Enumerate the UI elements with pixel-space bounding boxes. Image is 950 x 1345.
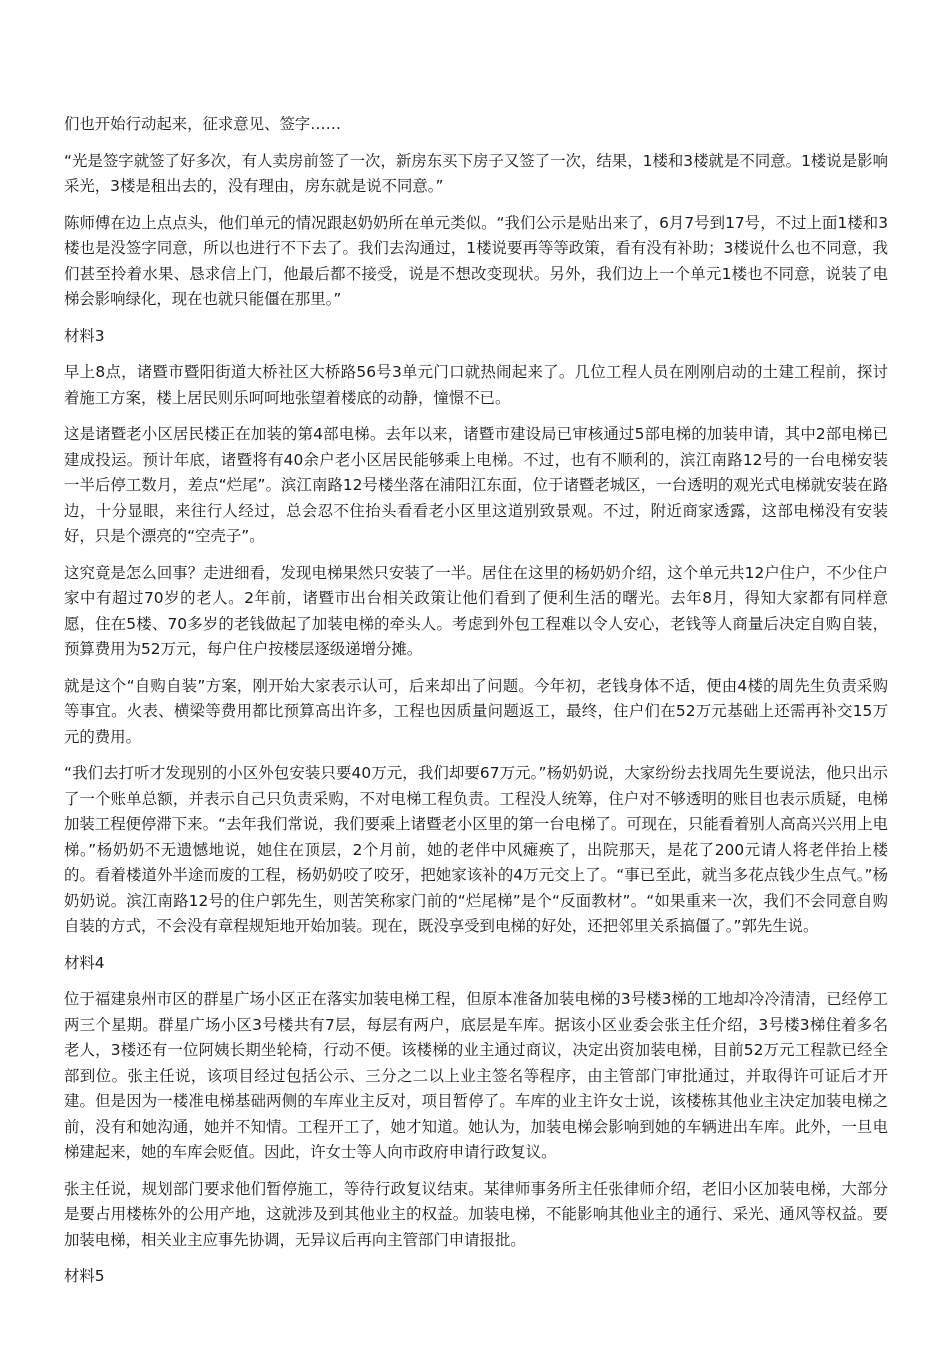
paragraph-self-purchase-plan: 就是这个“自购自装”方案，刚开始大家表示认可，后来却出了问题。今年初，老钱身体不适，便由4楼的周先生负责采购等事宜。火表、横梁等费用都比预算高出许多，工程也因质量问题返工，最终，住户们在52万元基础上还需再补交15万元的费用。 — [64, 676, 888, 746]
paragraph-half-installed: 这究竟是怎么回事？走进细看，发现电梯果然只安装了一半。居住在这里的杨奶奶介绍，这个单元共12户住户，不少住户家中有超过70岁的老人。2年前，诸暨市出台相关政策让他们看到了便利生活的曙光。去年8月，得知大家都有同样意愿，住在5楼、70多岁的老钱做起了加装电梯的牵头人。考虑到外包工程难以令人安心，老钱等人商量后决定自购自装，预算费用为52万元，每户住户按楼层逐级递增分摊。 — [64, 563, 888, 658]
paragraph-zhuji-fourth-elevator: 这是诸暨老小区居民楼正在加装的第4部电梯。去年以来，诸暨市建设局已审核通过5部电梯的加装申请，其中2部电梯已建成投运。预计年底，诸暨将有40余户老小区居民能够乘上电梯。不过，也有不顺利的，滨江南路12号的一台电梯安装一半后停工数月，差点“烂尾”。滨江南路12号楼坐落在浦阳江东面，位于诸暨老城区，一台透明的观光式电梯就安装在路边，十分显眼，来往行人经过，总会忍不住抬头看看老小区里这道别致景观。不过，附近商家透露，这部电梯没有安装好，只是个漂亮的“空壳子”。 — [64, 425, 888, 545]
paragraph-quanzhou-qunxing: 位于福建泉州市区的群星广场小区正在落实加装电梯工程，但原本准备加装电梯的3号楼3梯的工地却冷冷清清，已经停工两三个星期。群星广场小区3号楼共有7层，每层有两户，底层是车库。据该小区业委会张主任介绍，3号楼3梯住着多名老人，3楼还有一位阿姨长期坐轮椅，行动不便。该楼梯的业主通过商议，决定出资加装电梯，目前52万元工程款已经全部到位。张主任说，该项目经过包括公示、三分之二以上业主签名等程序，由主管部门审批通过，并取得许可证后才开建。但是因为一楼准电梯基础两侧的车库业主反对，项目暂停了。车库的业主许女士说，该楼栋其他业主决定加装电梯之前，没有和她沟通，她并不知情。工程开工了，她才知道。她认为，加装电梯会影响到她的车辆进出车库。此外，一旦电梯建起来，她的车库会贬值。因此，许女士等人向市政府申请行政复议。 — [64, 990, 888, 1161]
paragraph-director-zhang: 张主任说，规划部门要求他们暂停施工，等待行政复议结束。某律师事务所主任张律师介绍，老旧小区加装电梯，大部分是要占用楼栋外的公用产地，这就涉及到其他业主的权益。加装电梯，不能影响其他业主的通行、采光、通风等权益。要加装电梯，相关业主应事先协调，无异议后再向主管部门申请报批。 — [64, 1179, 888, 1249]
paragraph-zhuji-morning: 早上8点，诸暨市暨阳街道大桥社区大桥路56号3单元门口就热闹起来了。几位工程人员在刚刚启动的土建工程前，探讨着施工方案，楼上居民则乐呵呵地张望着楼底的动静，憧憬不已。 — [64, 363, 888, 407]
section-heading-material-4: 材料4 — [64, 953, 105, 972]
section-heading-material-3: 材料3 — [64, 326, 105, 345]
paragraph-chen-shifu: 陈师傅在边上点点头，他们单元的情况跟赵奶奶所在单元类似。“我们公示是贴出来了，6月7号到17号，不过上面1楼和3楼也是没签字同意，所以也进行不下去了。我们去沟通过，1楼说要再等等政策，看有没有补助；3楼说什么也不同意，我们甚至拎着水果、恳求信上门，他最后都不接受，说是不想改变现状。另外，我们边上一个单元1楼也不同意，说装了电梯会影响绿化，现在也就只能僵在那里。” — [64, 213, 888, 308]
paragraph-quote-signatures: “光是签字就签了好多次，有人卖房前签了一次，新房东买下房子又签了一次，结果，1楼和3楼就是不同意。1楼说是影响采光，3楼是租出去的，没有理由，房东就是说不同意。” — [64, 151, 888, 195]
paragraph-grandma-yang: “我们去打听才发现别的小区外包安装只要40万元，我们却要67万元。”杨奶奶说，大家纷纷去找周先生要说法，他只出示了一个账单总额，并表示自己只负责采购，不对电梯工程负责。工程没人统筹，住户对不够透明的账目也表示质疑，电梯加装工程便停滞下来。“去年我们常说，我们要乘上诸暨老小区里的第一台电梯了。可现在，只能看着别人高高兴兴用上电梯。”杨奶奶不无遗憾地说，她住在顶层，2个月前，她的老伴中风瘫痪了，出院那天，是花了200元请人将老伴抬上楼的。看着楼道外半途而废的工程，杨奶奶咬了咬牙，把她家该补的4万元交上了。“事已至此，就当多花点钱少生点气。”杨奶奶说。滨江南路12号的住户郭先生，则苦笑称家门前的“烂尾梯”是个“反面教材”。“如果重来一次，我们不会同意自购自装的方式，不会没有章程规矩地开始加装。现在，既没享受到电梯的好处，还把邻里关系搞僵了。”郭先生说。 — [64, 764, 888, 935]
document-page — [64, 112, 888, 1301]
section-heading-material-5: 材料5 — [64, 1267, 105, 1285]
paragraph-continuation: 们也开始行动起来，征求意见、签字…… — [64, 115, 342, 133]
